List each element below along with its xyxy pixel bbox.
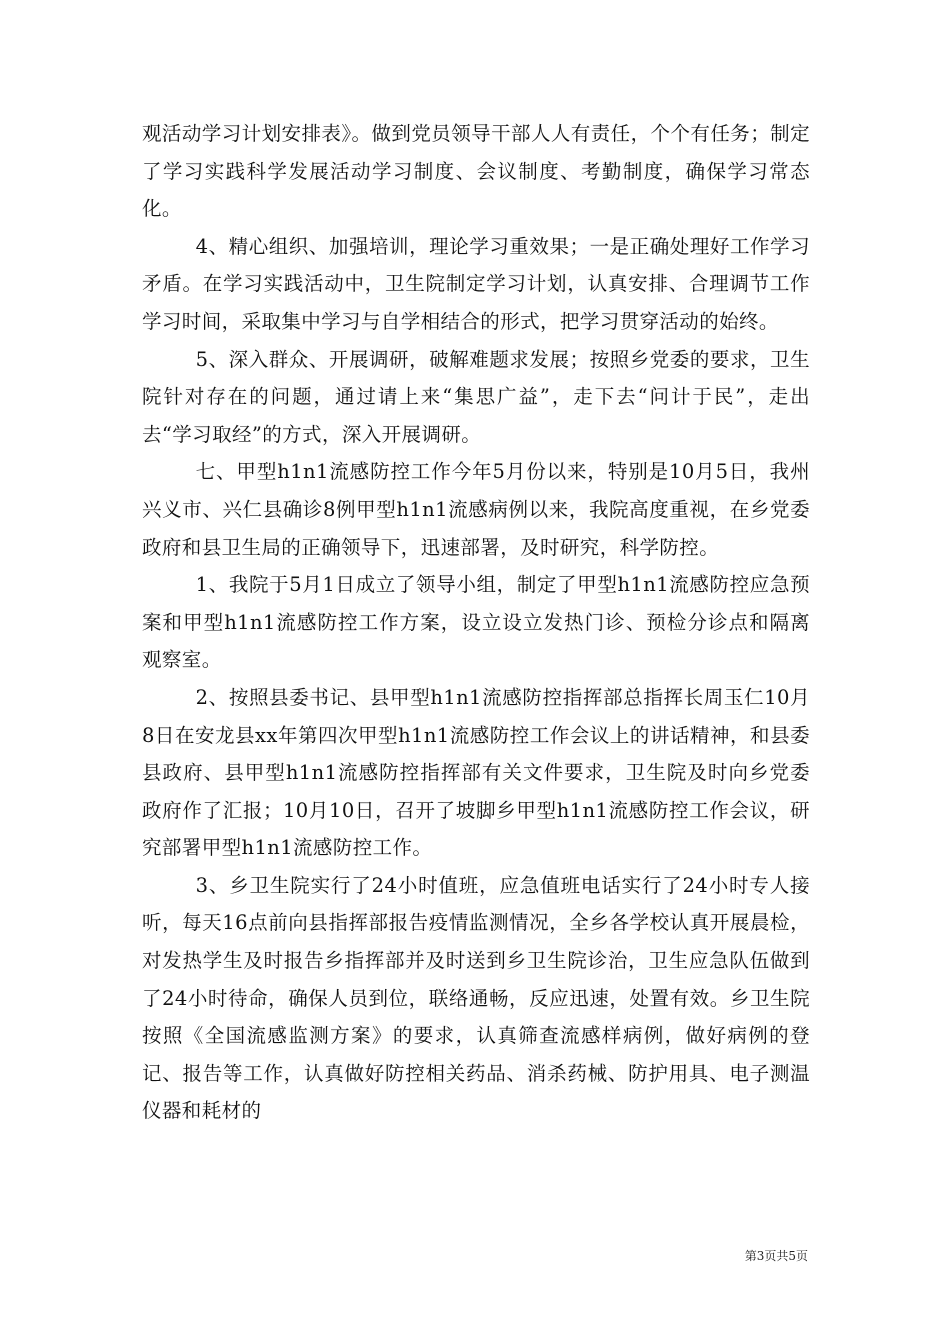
paragraph-2: 4、精心组织、加强培训，理论学习重效果；一是正确处理好工作学习矛盾。在学习实践活动中，卫生院制定学习计划，认真安排、合理调节工作学习时间，采取集中学习与自学相结合的形式，把学习贯穿活动的始终。 — [142, 234, 810, 333]
page-number: 第3页共5页 — [744, 1249, 808, 1263]
paragraph-4: 七、甲型h1n1流感防控工作今年5月份以来，特别是10月5日，我州兴义市、兴仁县确诊8例甲型h1n1流感病例以来，我院高度重视，在乡党委政府和县卫生局的正确领导下，迅速部署，及时研究，科学防控。 — [142, 460, 810, 559]
paragraph-7: 3、乡卫生院实行了24小时值班，应急值班电话实行了24小时专人接听，每天16点前向县指挥部报告疫情监测情况，全乡各学校认真开展晨检，对发热学生及时报告乡指挥部并及时送到乡卫生院诊治，卫生应急队伍做到了24小时待命，确保人员到位，联络通畅，反应迅速，处置有效。乡卫生院按照《全国流感监测方案》的要求，认真筛查流感样病例，做好病例的登记、报告等工作，认真做好防控相关药品、消杀药械、防护用具、电子测温仪器和耗材的 — [142, 873, 810, 1123]
paragraph-5: 1、我院于5月1日成立了领导小组，制定了甲型h1n1流感防控应急预案和甲型h1n1流感防控工作方案，设立设立发热门诊、预检分诊点和隔离观察室。 — [142, 573, 810, 672]
paragraph-3: 5、深入群众、开展调研，破解难题求发展；按照乡党委的要求，卫生院针对存在的问题，通过请上来“集思广益”，走下去“问计于民”，走出去“学习取经”的方式，深入开展调研。 — [142, 347, 810, 446]
document-body — [142, 115, 810, 1130]
paragraph-6: 2、按照县委书记、县甲型h1n1流感防控指挥部总指挥长周玉仁10月8日在安龙县xx年第四次甲型h1n1流感防控工作会议上的讲话精神，和县委县政府、县甲型h1n1流感防控指挥部有关文件要求，卫生院及时向乡党委政府作了汇报；10月10日，召开了坡脚乡甲型h1n1流感防控工作会议，研究部署甲型h1n1流感防控工作。 — [142, 685, 810, 860]
paragraph-1: 观活动学习计划安排表》。做到党员领导干部人人有责任，个个有任务；制定了学习实践科学发展活动学习制度、会议制度、考勤制度，确保学习常态化。 — [142, 122, 810, 221]
